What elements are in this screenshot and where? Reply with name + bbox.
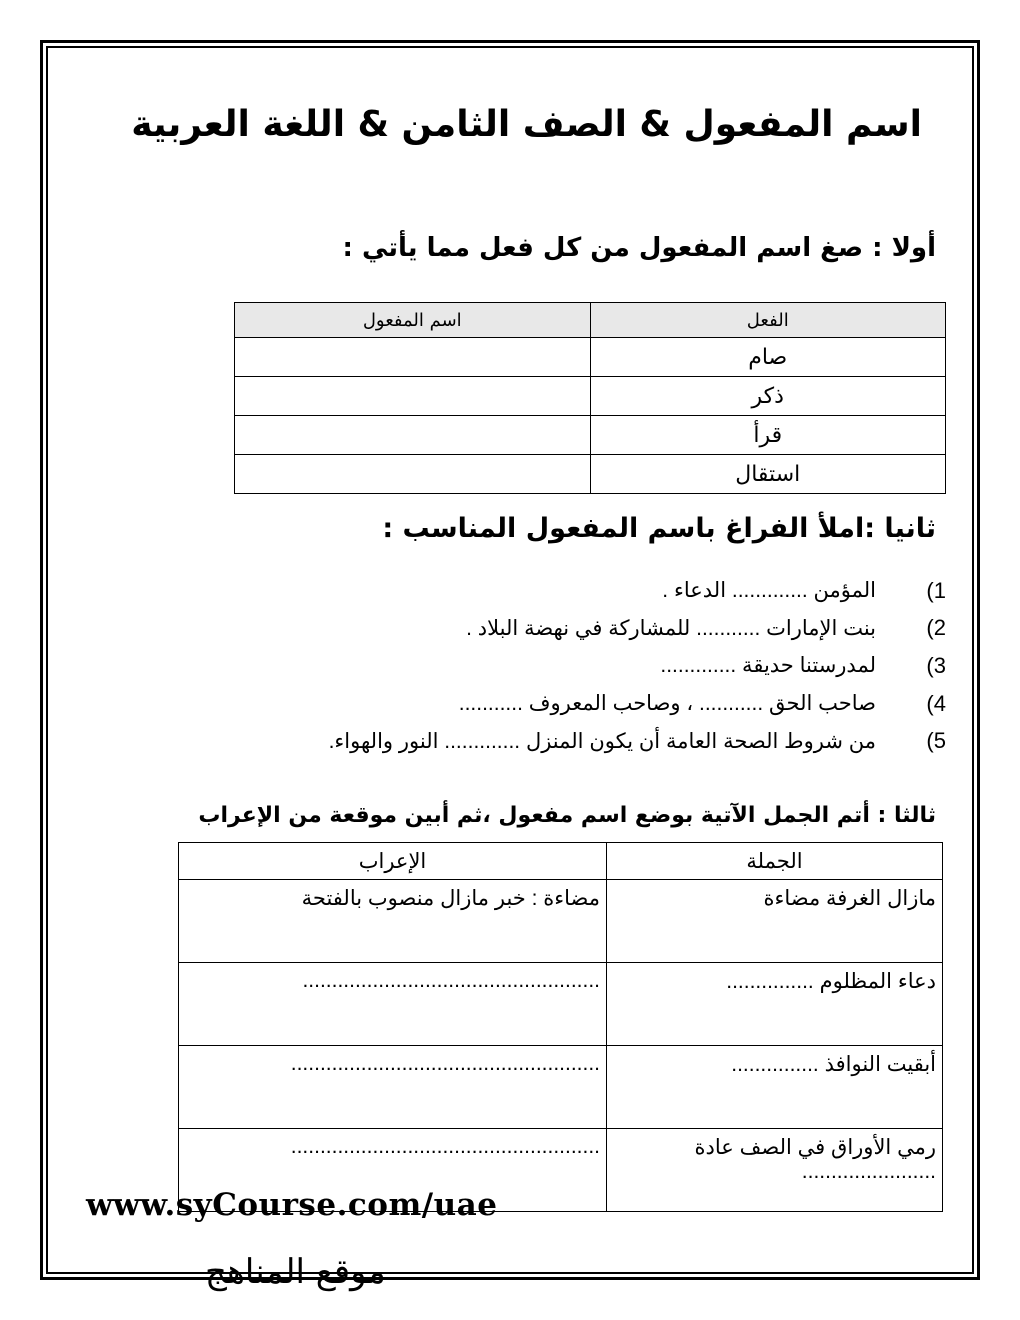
sentence-header: الجملة <box>607 843 943 880</box>
fill-blank-list <box>329 572 946 760</box>
item-number: 3) <box>926 652 946 678</box>
item-number: 4) <box>926 690 946 716</box>
verb-cell: صام <box>590 338 946 377</box>
list-item <box>329 722 946 760</box>
participle-answer-cell[interactable] <box>235 416 591 455</box>
page-title: اسم المفعول & الصف الثامن & اللغة العربية <box>131 104 922 145</box>
item-number: 5) <box>926 728 946 754</box>
verb-participle-table <box>234 302 946 494</box>
parsing-cell: مضاءة : خبر مازال منصوب بالفتحة <box>179 880 607 963</box>
sentence-cell: مازال الغرفة مضاءة <box>607 880 943 963</box>
verb-cell: ذكر <box>590 377 946 416</box>
table-row <box>179 1046 943 1129</box>
parsing-header: الإعراب <box>179 843 607 880</box>
item-text: صاحب الحق ........... ، وصاحب المعروف ........... <box>458 692 876 716</box>
item-number: 1) <box>926 577 946 603</box>
parsing-cell[interactable]: ..................................................... <box>179 1046 607 1129</box>
section3-heading: ثالثا : أتم الجمل الآتية بوضع اسم مفعول ،ثم أبين موقعة من الإعراب <box>198 803 936 828</box>
table-row <box>235 416 946 455</box>
sentence-cell[interactable]: رمي الأوراق في الصف عادة ....................... <box>607 1129 943 1212</box>
verb-header: الفعل <box>590 303 946 338</box>
section2-heading: ثانيا :املأ الفراغ باسم المفعول المناسب : <box>382 513 936 544</box>
table-row <box>235 377 946 416</box>
parsing-table <box>178 842 943 1212</box>
list-item <box>329 647 946 685</box>
item-number: 2) <box>926 615 946 641</box>
site-url[interactable]: www.syCourse.com/uae <box>86 1187 498 1223</box>
verb-cell: استقال <box>590 455 946 494</box>
sentence-cell[interactable]: دعاء المظلوم ............... <box>607 963 943 1046</box>
participle-header: اسم المفعول <box>235 303 591 338</box>
participle-answer-cell[interactable] <box>235 455 591 494</box>
sentence-cell[interactable]: أبقيت النوافذ ............... <box>607 1046 943 1129</box>
table-header-row <box>179 843 943 880</box>
item-text: المؤمن ............. الدعاء . <box>662 579 876 603</box>
item-text: من شروط الصحة العامة أن يكون المنزل ............. النور والهواء. <box>328 729 876 753</box>
item-text: لمدرستنا حديقة ............. <box>660 654 876 678</box>
list-item <box>329 572 946 610</box>
list-item <box>329 610 946 648</box>
table-row <box>235 455 946 494</box>
section1-heading: أولا : صغ اسم المفعول من كل فعل مما يأتي : <box>342 233 936 263</box>
table-row <box>179 880 943 963</box>
table-header-row <box>235 303 946 338</box>
parsing-cell[interactable]: ................................................... <box>179 963 607 1046</box>
participle-answer-cell[interactable] <box>235 377 591 416</box>
parsing-cell[interactable]: ..................................................... <box>179 1129 607 1212</box>
site-signature: موقع المناهج <box>205 1252 386 1292</box>
verb-cell: قرأ <box>590 416 946 455</box>
table-row <box>179 963 943 1046</box>
list-item <box>329 685 946 723</box>
item-text: بنت الإمارات ........... للمشاركة في نهضة البلاد . <box>466 616 876 640</box>
table-row <box>235 338 946 377</box>
participle-answer-cell[interactable] <box>235 338 591 377</box>
